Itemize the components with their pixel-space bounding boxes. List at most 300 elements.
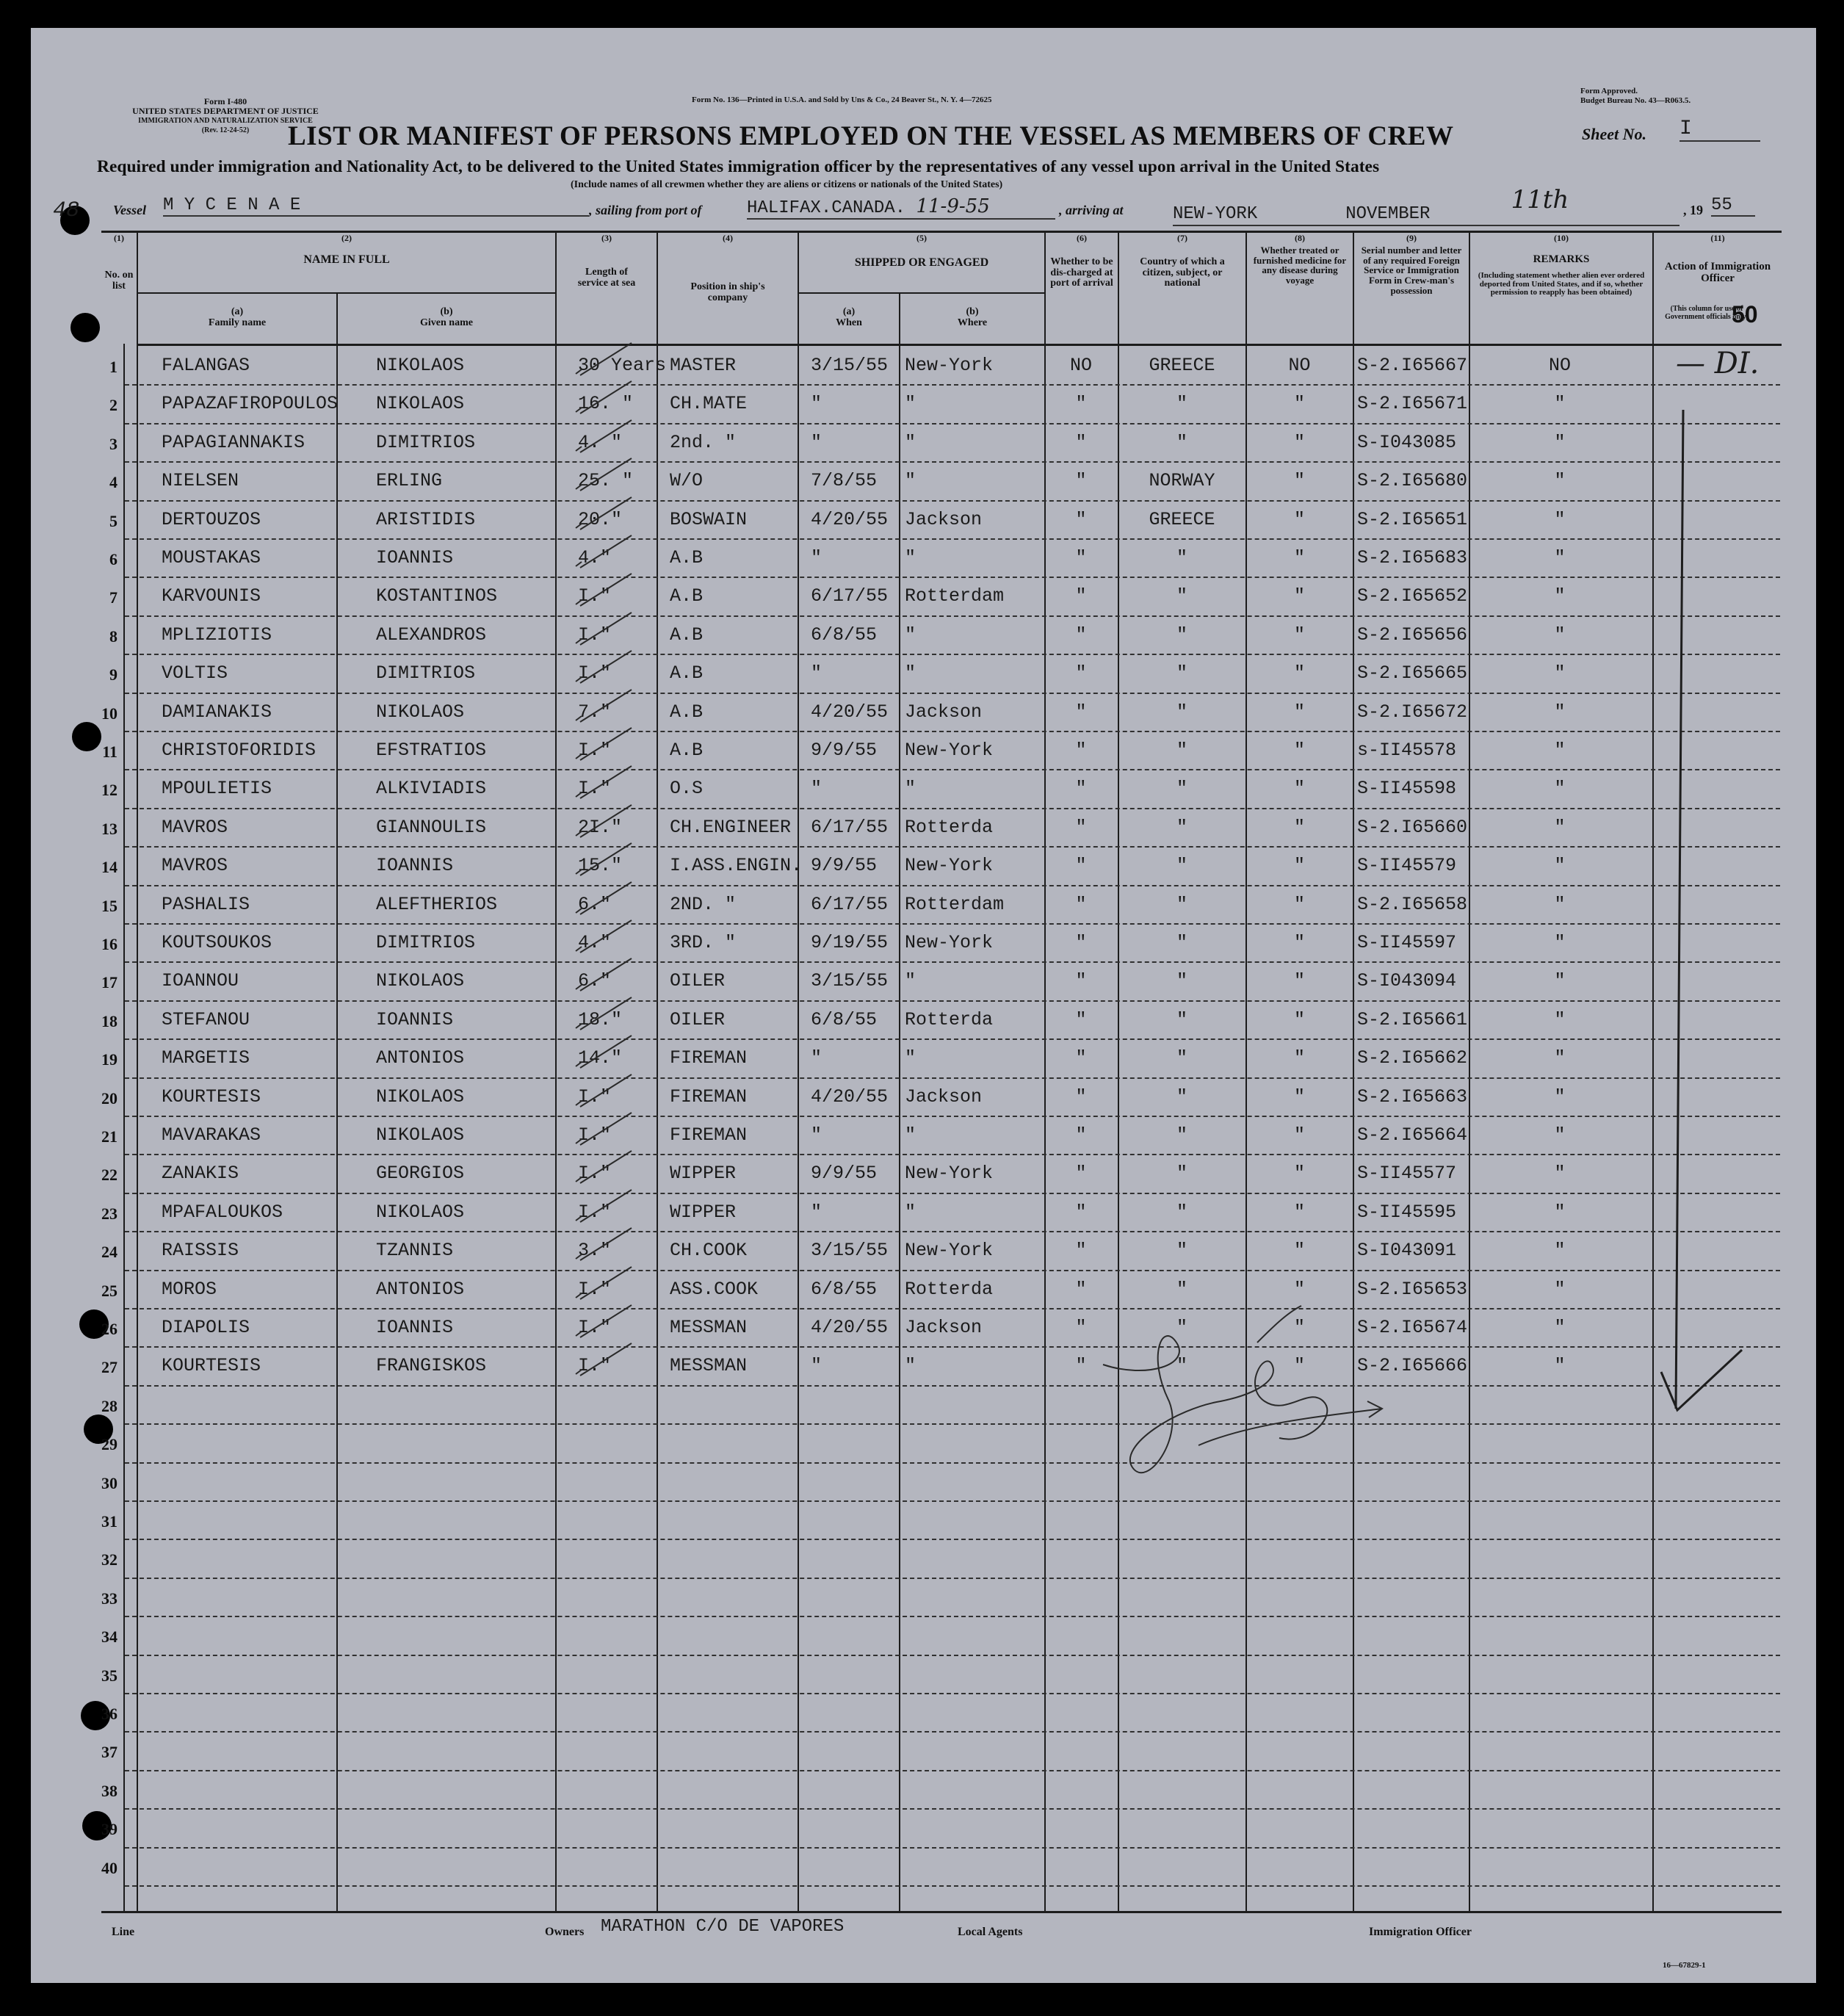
cell-medicine: " xyxy=(1293,1355,1305,1377)
row-number: 21 xyxy=(101,1127,117,1146)
cell-position: MASTER xyxy=(670,355,737,376)
cell-given: NIKOLAOS xyxy=(376,970,465,992)
row-rule xyxy=(125,461,1780,463)
col5a-header: (a) When xyxy=(836,306,862,328)
immigration-officer-label: Immigration Officer xyxy=(1369,1926,1472,1938)
cell-remarks: " xyxy=(1554,893,1566,915)
col4-header: Position in ship's company xyxy=(690,281,765,303)
row-rule xyxy=(125,1731,1780,1733)
approval-block xyxy=(1580,87,1691,106)
cell-position: A.B xyxy=(670,585,704,607)
cell-serial: S-I043094 xyxy=(1357,970,1457,992)
cell-where: " xyxy=(905,393,916,415)
cell-where: New-York xyxy=(905,855,994,877)
cell-medicine: " xyxy=(1293,740,1305,761)
cell-given: ALEXANDROS xyxy=(376,624,487,646)
cell-family: MARGETIS xyxy=(162,1047,250,1069)
cell-where: " xyxy=(905,662,916,684)
row-number: 2 xyxy=(109,396,117,415)
cell-length: 4." xyxy=(578,932,612,953)
cell-length: I." xyxy=(578,585,612,607)
cell-discharged: " xyxy=(1075,778,1087,800)
officer-check-line xyxy=(1632,373,1771,1431)
cell-remarks: " xyxy=(1554,740,1566,761)
cell-family: MOUSTAKAS xyxy=(162,547,261,568)
cell-serial: S-II45577 xyxy=(1357,1163,1457,1185)
cell-serial: S-2.I65661 xyxy=(1357,1008,1468,1030)
cell-serial: S-2.I65652 xyxy=(1357,585,1468,607)
cell-length: I." xyxy=(578,1317,612,1338)
row-rule xyxy=(125,961,1780,963)
col5b-header: (b) Where xyxy=(957,306,988,328)
row-number: 33 xyxy=(101,1589,117,1608)
cell-given: GIANNOULIS xyxy=(376,816,487,838)
officer-action-mark: — DI. xyxy=(1676,347,1760,380)
row-number: 37 xyxy=(101,1743,117,1762)
approval: Form Approved. xyxy=(1580,87,1638,95)
arrival-port-line xyxy=(1173,185,1680,226)
cell-when: " xyxy=(811,778,822,800)
tick-mark xyxy=(573,1149,639,1186)
cell-position: A.B xyxy=(670,740,704,761)
cell-position: WIPPER xyxy=(670,1201,737,1223)
vessel-label: Vessel xyxy=(113,203,146,217)
row-number: 19 xyxy=(101,1050,117,1069)
cell-where: Jackson xyxy=(905,701,983,723)
cell-remarks: " xyxy=(1554,585,1566,607)
cell-where: " xyxy=(905,970,916,992)
cell-given: ANTONIOS xyxy=(376,1278,465,1300)
tick-mark xyxy=(573,1265,639,1302)
cell-discharged: " xyxy=(1075,701,1087,723)
cell-remarks: " xyxy=(1554,1355,1566,1377)
col11-header: Action of Immigration Officer xyxy=(1664,261,1771,284)
budget: Budget Bureau No. 43—R063.5. xyxy=(1580,96,1691,105)
row-number: 35 xyxy=(101,1666,117,1685)
row-rule xyxy=(125,500,1780,502)
cell-country: " xyxy=(1176,624,1187,646)
cell-when: 6/8/55 xyxy=(811,1278,878,1300)
cell-medicine: NO xyxy=(1288,355,1311,376)
cell-where: Rotterda xyxy=(905,1008,994,1030)
required-statement: Required under immigration and Nationality Act, to be delivered to the United States immigration officer by the representatives of any vessel upon arrival in the United States xyxy=(97,157,1380,176)
col9-header: Serial number and letter of any required Foreign Service or Immigration Form in Crew-man's possession xyxy=(1361,245,1462,296)
printer-note: Form No. 136—Printed in U.S.A. and Sold by Uns & Co., 24 Beaver St., N. Y. 4—72625 xyxy=(692,95,992,104)
cell-medicine: " xyxy=(1293,1047,1305,1069)
cell-discharged: " xyxy=(1075,1124,1087,1146)
cell-remarks: " xyxy=(1554,1124,1566,1146)
form-id: Form I-480 xyxy=(203,96,247,106)
row-rule xyxy=(125,731,1780,732)
cell-length: 16. " xyxy=(578,393,634,415)
row-number: 30 xyxy=(101,1473,117,1492)
row-rule xyxy=(125,1077,1780,1079)
row-rule xyxy=(125,1885,1780,1887)
department: UNITED STATES DEPARTMENT OF JUSTICE xyxy=(132,106,319,116)
cell-discharged: " xyxy=(1075,624,1087,646)
cell-remarks: " xyxy=(1554,431,1566,453)
cell-where: Rotterda xyxy=(905,1278,994,1300)
cell-country: " xyxy=(1176,1278,1187,1300)
cell-family: KOURTESIS xyxy=(162,1355,261,1377)
col3-header: Length of service at sea xyxy=(577,267,636,289)
row-rule xyxy=(125,923,1780,925)
row-number: 14 xyxy=(101,858,117,877)
handwritten-signature xyxy=(1088,1298,1397,1519)
tick-mark xyxy=(573,572,639,609)
cell-length: 18." xyxy=(578,1008,623,1030)
local-agents-label: Local Agents xyxy=(958,1926,1023,1938)
cell-serial: S-2.I65674 xyxy=(1357,1317,1468,1338)
cell-serial: S-2.I65653 xyxy=(1357,1278,1468,1300)
cell-serial: S-II45597 xyxy=(1357,932,1457,953)
cell-country: " xyxy=(1176,1240,1187,1262)
form-title: LIST OR MANIFEST OF PERSONS EMPLOYED ON THE VESSEL AS MEMBERS OF CREW xyxy=(288,121,1454,151)
cell-where: New-York xyxy=(905,1163,994,1185)
cell-where: " xyxy=(905,470,916,492)
cell-given: NIKOLAOS xyxy=(376,701,465,723)
row-rule xyxy=(125,1385,1780,1387)
cell-where: Jackson xyxy=(905,508,983,530)
cell-given: IOANNIS xyxy=(376,1008,454,1030)
row-number: 7 xyxy=(109,588,117,607)
arrival-month: NOVEMBER xyxy=(1345,204,1431,224)
include-note: (Include names of all crewmen whether they are aliens or citizens or nationals of the United States) xyxy=(571,179,1003,190)
cell-given: ALKIVIADIS xyxy=(376,778,487,800)
cell-country: NORWAY xyxy=(1149,470,1215,492)
row-number: 28 xyxy=(101,1396,117,1415)
cell-given: DIMITRIOS xyxy=(376,431,476,453)
cell-discharged: " xyxy=(1075,585,1087,607)
row-rule xyxy=(125,1770,1780,1771)
cell-serial: S-2.I65671 xyxy=(1357,393,1468,415)
row-number: 20 xyxy=(101,1088,117,1108)
cell-remarks: " xyxy=(1554,932,1566,953)
cell-family: MPLIZIOTIS xyxy=(162,624,272,646)
cell-serial: S-2.I65663 xyxy=(1357,1085,1468,1108)
cell-country: " xyxy=(1176,1355,1187,1377)
row-number: 29 xyxy=(101,1435,117,1454)
tick-mark xyxy=(573,919,639,955)
cell-length: 7." xyxy=(578,701,612,723)
cell-family: DIAPOLIS xyxy=(162,1317,250,1338)
row-rule xyxy=(125,423,1780,424)
line-label: Line xyxy=(112,1926,135,1938)
cell-family: PASHALIS xyxy=(162,893,250,915)
cell-family: MOROS xyxy=(162,1278,217,1300)
row-rule xyxy=(125,1154,1780,1155)
cell-serial: S-2.I65666 xyxy=(1357,1355,1468,1377)
revision: (Rev. 12-24-52) xyxy=(201,126,250,134)
row-rule xyxy=(125,1116,1780,1117)
cell-medicine: " xyxy=(1293,393,1305,415)
cell-when: 4/20/55 xyxy=(811,1085,889,1108)
cell-given: NIKOLAOS xyxy=(376,1085,465,1108)
cell-where: " xyxy=(905,1201,916,1223)
tick-mark xyxy=(573,534,639,571)
cell-family: MAVROS xyxy=(162,855,228,877)
row-rule xyxy=(125,1500,1780,1502)
cell-country: " xyxy=(1176,662,1187,684)
row-number: 12 xyxy=(101,781,117,800)
cell-given: DIMITRIOS xyxy=(376,932,476,953)
cell-medicine: " xyxy=(1293,932,1305,953)
cell-serial: S-I043091 xyxy=(1357,1240,1457,1262)
cell-discharged: " xyxy=(1075,470,1087,492)
cell-serial: s-II45578 xyxy=(1357,740,1457,761)
cell-where: " xyxy=(905,1047,916,1069)
col10-number: (10) xyxy=(1554,233,1569,243)
col9-number: (9) xyxy=(1406,233,1417,243)
row-rule xyxy=(125,885,1780,886)
row-rule xyxy=(125,1693,1780,1694)
cell-medicine: " xyxy=(1293,1278,1305,1300)
cell-discharged: " xyxy=(1075,893,1087,915)
cell-medicine: " xyxy=(1293,855,1305,877)
sailing-label: , sailing from port of xyxy=(589,203,702,217)
cell-family: VOLTIS xyxy=(162,662,228,684)
cell-when: 9/9/55 xyxy=(811,1163,878,1185)
cell-family: PAPAZAFIROPOULOS xyxy=(162,393,339,415)
cell-when: 3/15/55 xyxy=(811,1240,889,1262)
col8-header: Whether treated or furnished medicine for any disease during voyage xyxy=(1253,245,1347,286)
cell-length: 15." xyxy=(578,855,623,877)
row-rule xyxy=(125,769,1780,770)
cell-serial: S-2.I65651 xyxy=(1357,508,1468,530)
tick-mark xyxy=(573,1111,639,1148)
row-rule xyxy=(125,1616,1780,1617)
row-number: 8 xyxy=(109,626,117,646)
cell-discharged: " xyxy=(1075,1047,1087,1069)
cell-where: " xyxy=(905,431,916,453)
cell-where: Jackson xyxy=(905,1317,983,1338)
cell-medicine: " xyxy=(1293,701,1305,723)
cell-given: NIKOLAOS xyxy=(376,1124,465,1146)
cell-family: STEFANOU xyxy=(162,1008,250,1030)
cell-serial: S-II45579 xyxy=(1357,855,1457,877)
cell-remarks: " xyxy=(1554,470,1566,492)
cell-remarks: " xyxy=(1554,1163,1566,1185)
tick-mark xyxy=(573,1226,639,1263)
form-code: 16—67829-1 xyxy=(1663,1961,1706,1970)
cell-medicine: " xyxy=(1293,1317,1305,1338)
row-number: 15 xyxy=(101,896,117,915)
cell-medicine: " xyxy=(1293,624,1305,646)
row-rule xyxy=(125,1000,1780,1002)
row-number: 6 xyxy=(109,550,117,568)
cell-remarks: NO xyxy=(1548,355,1571,376)
row-rule xyxy=(125,1578,1780,1579)
col-line xyxy=(1469,231,1470,1912)
tick-mark xyxy=(573,688,639,725)
cell-given: KOSTANTINOS xyxy=(376,585,498,607)
cell-medicine: " xyxy=(1293,585,1305,607)
tick-mark xyxy=(573,803,639,840)
cell-remarks: " xyxy=(1554,1201,1566,1223)
cell-where: Jackson xyxy=(905,1085,983,1108)
col3-number: (3) xyxy=(601,233,612,243)
cell-where: " xyxy=(905,1124,916,1146)
row-rule xyxy=(125,538,1780,540)
tick-mark xyxy=(573,342,639,378)
tick-mark xyxy=(573,457,639,494)
cell-remarks: " xyxy=(1554,624,1566,646)
cell-remarks: " xyxy=(1554,778,1566,800)
row-rule xyxy=(125,1462,1780,1464)
row-number: 3 xyxy=(109,434,117,453)
cell-family: DAMIANAKIS xyxy=(162,701,272,723)
col6-header: Whether to be dis-charged at port of arrival xyxy=(1050,256,1113,289)
row-rule xyxy=(125,1423,1780,1425)
col-line xyxy=(657,231,658,1912)
cell-length: I." xyxy=(578,1085,612,1108)
row-rule xyxy=(125,1231,1780,1232)
row-number: 27 xyxy=(101,1358,117,1377)
table-top-rule xyxy=(101,231,1782,233)
arrival-port: NEW-YORK xyxy=(1173,204,1258,224)
cell-country: " xyxy=(1176,431,1187,453)
cell-discharged: " xyxy=(1075,431,1087,453)
col4-number: (4) xyxy=(723,233,733,243)
tick-mark xyxy=(573,380,639,416)
row-rule xyxy=(125,577,1780,578)
service: IMMIGRATION AND NATURALIZATION SERVICE xyxy=(138,117,313,125)
row-number: 16 xyxy=(101,935,117,953)
row-rule xyxy=(125,615,1780,617)
cell-discharged: " xyxy=(1075,547,1087,568)
cell-country: " xyxy=(1176,855,1187,877)
cell-length: 30 Years xyxy=(578,355,667,376)
tick-mark xyxy=(573,996,639,1033)
cell-when: 9/19/55 xyxy=(811,932,889,953)
cell-given: FRANGISKOS xyxy=(376,1355,487,1377)
cell-country: " xyxy=(1176,970,1187,992)
cell-country: " xyxy=(1176,1124,1187,1146)
cell-medicine: " xyxy=(1293,1124,1305,1146)
cell-serial: S-2.I65662 xyxy=(1357,1047,1468,1069)
cell-country: " xyxy=(1176,1085,1187,1108)
cell-where: Rotterdam xyxy=(905,893,1005,915)
cell-remarks: " xyxy=(1554,508,1566,530)
cell-given: IOANNIS xyxy=(376,1317,454,1338)
cell-when: 3/15/55 xyxy=(811,970,889,992)
cell-given: IOANNIS xyxy=(376,855,454,877)
manifest-sheet xyxy=(31,28,1816,1983)
owners-value: MARATHON C/O DE VAPORES xyxy=(601,1917,845,1937)
tick-mark xyxy=(573,496,639,532)
cell-country: " xyxy=(1176,932,1187,953)
tick-mark xyxy=(573,726,639,763)
cell-when: " xyxy=(811,1047,822,1069)
cell-remarks: " xyxy=(1554,547,1566,568)
cell-given: ALEFTHERIOS xyxy=(376,893,498,915)
margin-mark: 48 xyxy=(53,198,80,223)
row-number: 26 xyxy=(101,1320,117,1338)
col-line xyxy=(123,344,125,1912)
cell-when: 6/17/55 xyxy=(811,816,889,838)
cell-length: 6." xyxy=(578,970,612,992)
cell-when: 4/20/55 xyxy=(811,508,889,530)
col-line xyxy=(1245,231,1247,1912)
cell-given: DIMITRIOS xyxy=(376,662,476,684)
row-rule xyxy=(125,1847,1780,1849)
cell-when: " xyxy=(811,547,822,568)
cell-when: 6/8/55 xyxy=(811,1008,878,1030)
cell-discharged: " xyxy=(1075,662,1087,684)
cell-where: " xyxy=(905,547,916,568)
cell-country: " xyxy=(1176,1317,1187,1338)
cell-remarks: " xyxy=(1554,1047,1566,1069)
cell-position: CH.ENGINEER xyxy=(670,816,792,838)
cell-remarks: " xyxy=(1554,1278,1566,1300)
row-rule xyxy=(125,693,1780,694)
cell-position: WIPPER xyxy=(670,1163,737,1185)
cell-country: " xyxy=(1176,778,1187,800)
cell-where: " xyxy=(905,1355,916,1377)
cell-medicine: " xyxy=(1293,508,1305,530)
cell-discharged: " xyxy=(1075,1240,1087,1262)
cell-where: Rotterdam xyxy=(905,585,1005,607)
tick-mark xyxy=(573,1073,639,1110)
cell-given: EFSTRATIOS xyxy=(376,740,487,761)
row-number: 9 xyxy=(109,665,117,684)
col10-header: REMARKS xyxy=(1533,253,1590,265)
cell-length: I." xyxy=(578,1278,612,1300)
cell-medicine: " xyxy=(1293,1008,1305,1030)
col2-number: (2) xyxy=(341,233,352,243)
col2-header: NAME IN FULL xyxy=(303,253,390,266)
cell-serial: S-2.I65672 xyxy=(1357,701,1468,723)
row-rule xyxy=(125,1193,1780,1194)
cell-country: GREECE xyxy=(1149,508,1215,530)
cell-when: 3/15/55 xyxy=(811,355,889,376)
arriving-label: , arriving at xyxy=(1059,203,1124,217)
col-line xyxy=(1044,231,1046,1912)
cell-given: TZANNIS xyxy=(376,1240,454,1262)
cell-when: 9/9/55 xyxy=(811,740,878,761)
cell-serial: S-2.I65667 xyxy=(1357,355,1468,376)
cell-medicine: " xyxy=(1293,470,1305,492)
cell-given: NIKOLAOS xyxy=(376,393,465,415)
cell-given: GEORGIOS xyxy=(376,1163,465,1185)
cell-serial: S-II45595 xyxy=(1357,1201,1457,1223)
cell-position: OILER xyxy=(670,970,726,992)
row-number: 10 xyxy=(101,704,117,723)
cell-country: " xyxy=(1176,701,1187,723)
tick-mark xyxy=(573,881,639,917)
cell-medicine: " xyxy=(1293,1163,1305,1185)
cell-discharged: " xyxy=(1075,1317,1087,1338)
col1-number: (1) xyxy=(114,233,124,243)
crew-count-mark: 50 xyxy=(1732,301,1758,328)
cell-discharged: " xyxy=(1075,1355,1087,1377)
cell-where: " xyxy=(905,624,916,646)
row-number: 40 xyxy=(101,1858,117,1877)
cell-medicine: " xyxy=(1293,778,1305,800)
cell-serial: S-2.I65658 xyxy=(1357,893,1468,915)
row-number: 22 xyxy=(101,1166,117,1185)
col11-number: (11) xyxy=(1710,233,1725,243)
tick-mark xyxy=(573,419,639,455)
cell-serial: S-2.I65660 xyxy=(1357,816,1468,838)
cell-position: A.B xyxy=(670,547,704,568)
cell-discharged: " xyxy=(1075,1278,1087,1300)
cell-country: " xyxy=(1176,1047,1187,1069)
cell-when: 6/17/55 xyxy=(811,893,889,915)
cell-length: I." xyxy=(578,1163,612,1185)
row-rule xyxy=(125,1308,1780,1309)
cell-given: IOANNIS xyxy=(376,547,454,568)
